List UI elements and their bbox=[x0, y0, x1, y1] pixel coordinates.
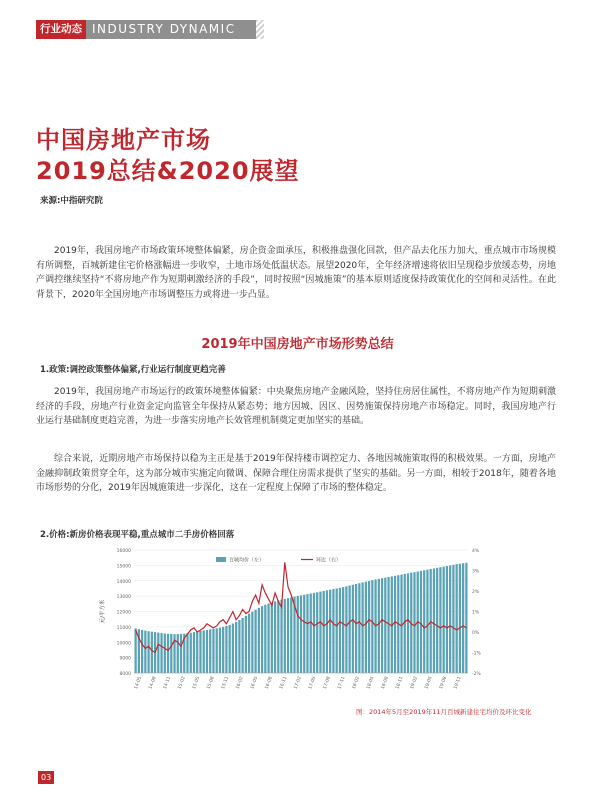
bar-avg-price bbox=[219, 628, 221, 673]
bar-avg-price bbox=[177, 634, 179, 673]
bar-avg-price bbox=[144, 631, 146, 673]
banner-label-cn: 行业动态 bbox=[36, 20, 86, 39]
article-title-line2: 2019总结&2020展望 bbox=[36, 157, 300, 185]
bar-avg-price bbox=[284, 599, 286, 673]
bar-avg-price bbox=[336, 588, 338, 673]
bar-avg-price bbox=[180, 634, 182, 673]
bar-avg-price bbox=[310, 594, 312, 673]
x-tick-label: 15-08 bbox=[206, 675, 216, 690]
x-tick-label: 19-08 bbox=[438, 675, 449, 690]
price-chart-svg bbox=[96, 542, 500, 702]
bar-avg-price bbox=[430, 569, 432, 673]
x-tick-label: 16-02 bbox=[235, 675, 245, 690]
bar-avg-price bbox=[141, 630, 143, 673]
chart-caption: 图：2014年5月至2019年11月百城新建住宅均价及环比变化 bbox=[356, 708, 532, 716]
bar-avg-price bbox=[352, 585, 354, 673]
bar-avg-price bbox=[277, 600, 279, 673]
bar-avg-price bbox=[216, 628, 218, 673]
policy-paragraph-1: 2019年，我国房地产市场运行的政策环境整体偏紧：中央聚焦房地产金融风险，坚持住房居住属性，不将房地产作为短期刺激经济的手段，房地产行业资金定向监管全年保持从紧态势；地方因城、因区、因势施策保持房地产市场稳定。同时，我国房地产行业运行基础制度更趋完善，为进一步落实房地产长效管理机制奠定更加坚实的基础。 bbox=[36, 387, 556, 426]
y-left-tick-label: 14000 bbox=[116, 579, 131, 585]
subheading-policy: 1.政策:调控政策整体偏紧,行业运行制度更趋完善 bbox=[40, 365, 226, 375]
bar-avg-price bbox=[157, 633, 159, 673]
bar-avg-price bbox=[413, 572, 415, 673]
bar-avg-price bbox=[206, 630, 208, 673]
bar-avg-price bbox=[313, 593, 315, 673]
bar-avg-price bbox=[225, 626, 227, 673]
bar-avg-price bbox=[339, 588, 341, 673]
legend-bar-label: 百城均价（左） bbox=[229, 557, 265, 564]
bar-avg-price bbox=[355, 584, 357, 673]
bar-avg-price bbox=[436, 568, 438, 673]
bar-avg-price bbox=[170, 634, 172, 673]
page-number: 03 bbox=[38, 771, 54, 784]
x-tick-label: 19-02 bbox=[409, 675, 420, 690]
bar-avg-price bbox=[439, 567, 441, 673]
bar-avg-price bbox=[151, 632, 153, 673]
x-tick-label: 14-11 bbox=[163, 675, 173, 690]
bar-avg-price bbox=[384, 578, 386, 673]
bar-avg-price bbox=[160, 633, 162, 673]
bar-avg-price bbox=[465, 563, 467, 673]
policy-paragraph-2: 综合来说，近期房地产市场保持以稳为主正是基于2019年保持楼市调控定力、各地因城施策取得的积极效果。一方面，房地产金融抑制政策贯穿全年，这为部分城市实施定向微调、保障合理住房需求提供了坚实的基础。另一方面，相较于2018年，随着各地市场形势的分化，2019年因城施策进一步深化，这在一定程度上保障了市场的整体稳定。 bbox=[36, 454, 556, 493]
bar-avg-price bbox=[420, 571, 422, 673]
bar-avg-price bbox=[209, 629, 211, 673]
bar-avg-price bbox=[267, 604, 269, 673]
x-tick-label: 16-11 bbox=[279, 675, 289, 690]
x-tick-label: 15-05 bbox=[192, 675, 202, 690]
bar-avg-price bbox=[459, 564, 461, 673]
y-right-tick-label: -1% bbox=[472, 651, 481, 657]
bar-avg-price bbox=[345, 586, 347, 673]
bar-avg-price bbox=[394, 576, 396, 673]
bar-avg-price bbox=[433, 568, 435, 673]
bar-avg-price bbox=[203, 630, 205, 673]
y-right-tick-label: 0% bbox=[472, 631, 480, 636]
subheading-price: 2.价格:新房价格表现平稳,重点城市二手房价格回落 bbox=[40, 530, 235, 540]
legend-bar-swatch bbox=[216, 557, 226, 562]
bar-avg-price bbox=[287, 598, 289, 673]
bar-avg-price bbox=[164, 633, 166, 673]
y-right-tick-label: 3% bbox=[472, 569, 480, 575]
bar-avg-price bbox=[381, 578, 383, 673]
bar-avg-price bbox=[190, 633, 192, 673]
y-axis-label: 元/平方米 bbox=[100, 599, 106, 624]
bar-avg-price bbox=[147, 631, 149, 673]
bar-avg-price bbox=[423, 570, 425, 673]
x-tick-label: 16-08 bbox=[264, 675, 274, 690]
bar-avg-price bbox=[400, 575, 402, 673]
price-chart bbox=[96, 542, 500, 702]
bar-avg-price bbox=[261, 606, 263, 673]
bar-avg-price bbox=[446, 566, 448, 673]
y-right-tick-label: 2% bbox=[472, 590, 480, 595]
x-tick-label: 17-02 bbox=[293, 675, 303, 690]
bar-avg-price bbox=[186, 633, 188, 673]
y-right-tick-label: 1% bbox=[472, 610, 480, 616]
bar-avg-price bbox=[238, 620, 240, 673]
section-title: 2019年中国房地产市场形势总结 bbox=[201, 337, 394, 352]
x-tick-label: 14-05 bbox=[133, 675, 144, 690]
bar-avg-price bbox=[387, 577, 389, 673]
bar-avg-price bbox=[196, 631, 198, 673]
intro-paragraph: 2019年，我国房地产市场政策环境整体偏紧，房企资金面承压，积极推盘强化回款，但产品去化压力加大，重点城市市场规模有所调整，百城新建住宅价格涨幅进一步收窄，土地市场处低温状态。展望2020年，全年经济增速将依旧呈现稳步放缓态势，房地产调控继续坚持“不将房地产作为短期刺激经济的手段”，同时按照“因城施策”的基本原则适度保持政策优化的空间和灵活性。在此背景下，2020年全国房地产市场调整压力或将进一步凸显。 bbox=[36, 246, 556, 300]
article-source: 来源:中指研究院 bbox=[40, 196, 103, 206]
bar-avg-price bbox=[326, 590, 328, 673]
bar-avg-price bbox=[316, 592, 318, 673]
bar-avg-price bbox=[407, 573, 409, 673]
x-tick-label: 15-11 bbox=[221, 675, 231, 690]
article-title-line1: 中国房地产市场 bbox=[36, 126, 211, 154]
bar-avg-price bbox=[449, 565, 451, 673]
bar-avg-price bbox=[251, 612, 253, 673]
y-left-tick-label: 15000 bbox=[116, 564, 131, 570]
y-left-tick-label: 9000 bbox=[119, 656, 131, 662]
x-tick-label: 18-02 bbox=[351, 675, 361, 690]
y-left-tick-label: 8000 bbox=[119, 672, 131, 677]
bar-avg-price bbox=[167, 634, 169, 673]
bar-avg-price bbox=[241, 618, 243, 673]
bar-avg-price bbox=[248, 614, 250, 673]
bar-avg-price bbox=[271, 602, 273, 673]
x-tick-label: 19-11 bbox=[453, 675, 463, 690]
bar-avg-price bbox=[264, 605, 266, 673]
bar-avg-price bbox=[258, 608, 260, 673]
x-tick-label: 17-11 bbox=[337, 675, 347, 690]
x-tick-label: 18-08 bbox=[380, 675, 391, 690]
x-tick-label: 17-08 bbox=[322, 675, 332, 690]
bar-avg-price bbox=[222, 627, 224, 673]
bar-avg-price bbox=[319, 592, 321, 673]
y-left-tick-label: 12000 bbox=[116, 610, 131, 616]
bar-avg-price bbox=[368, 581, 370, 673]
x-tick-label: 18-11 bbox=[395, 675, 405, 690]
x-tick-label: 14-08 bbox=[148, 675, 158, 690]
y-left-tick-label: 16000 bbox=[116, 549, 131, 554]
bar-avg-price bbox=[274, 601, 276, 673]
bar-avg-price bbox=[300, 595, 302, 673]
bar-avg-price bbox=[199, 631, 201, 673]
x-tick-label: 18-05 bbox=[366, 675, 376, 690]
bar-avg-price bbox=[254, 610, 256, 673]
bar-avg-price bbox=[134, 628, 136, 673]
bar-avg-price bbox=[306, 594, 308, 673]
bar-avg-price bbox=[232, 623, 234, 673]
bar-avg-price bbox=[235, 622, 237, 673]
bar-avg-price bbox=[332, 589, 334, 673]
bar-avg-price bbox=[229, 625, 231, 673]
y-left-tick-label: 11000 bbox=[116, 625, 131, 631]
x-tick-label: 16-05 bbox=[250, 675, 260, 690]
bar-avg-price bbox=[297, 596, 299, 673]
bar-avg-price bbox=[290, 597, 292, 673]
legend-line-label: 环比（右） bbox=[316, 557, 342, 564]
bar-avg-price bbox=[378, 579, 380, 673]
bar-avg-price bbox=[193, 632, 195, 673]
bar-avg-price bbox=[329, 590, 331, 673]
bar-avg-price bbox=[452, 565, 454, 673]
y-left-tick-label: 13000 bbox=[116, 595, 131, 601]
banner-label-en: INDUSTRY DYNAMIC bbox=[86, 20, 256, 39]
bar-avg-price bbox=[456, 564, 458, 673]
bar-avg-price bbox=[358, 583, 360, 673]
y-right-tick-label: 4% bbox=[472, 549, 480, 554]
bar-avg-price bbox=[303, 595, 305, 673]
bar-avg-price bbox=[245, 616, 247, 673]
y-right-tick-label: -2% bbox=[472, 672, 481, 677]
bar-avg-price bbox=[212, 629, 214, 673]
x-tick-label: 19-05 bbox=[424, 675, 434, 690]
x-tick-label: 17-05 bbox=[308, 675, 318, 690]
y-left-tick-label: 10000 bbox=[116, 641, 131, 647]
x-tick-label: 15-02 bbox=[177, 675, 187, 690]
banner-stripe-decoration bbox=[256, 20, 264, 39]
bar-avg-price bbox=[443, 567, 445, 673]
bar-avg-price bbox=[342, 587, 344, 673]
bar-avg-price bbox=[462, 563, 464, 673]
bar-avg-price bbox=[426, 570, 428, 673]
bar-avg-price bbox=[361, 582, 363, 673]
bar-avg-price bbox=[323, 591, 325, 673]
bar-avg-price bbox=[371, 580, 373, 673]
section-banner bbox=[36, 20, 264, 39]
bar-avg-price bbox=[365, 582, 367, 673]
bar-avg-price bbox=[280, 600, 282, 673]
bar-avg-price bbox=[349, 586, 351, 673]
